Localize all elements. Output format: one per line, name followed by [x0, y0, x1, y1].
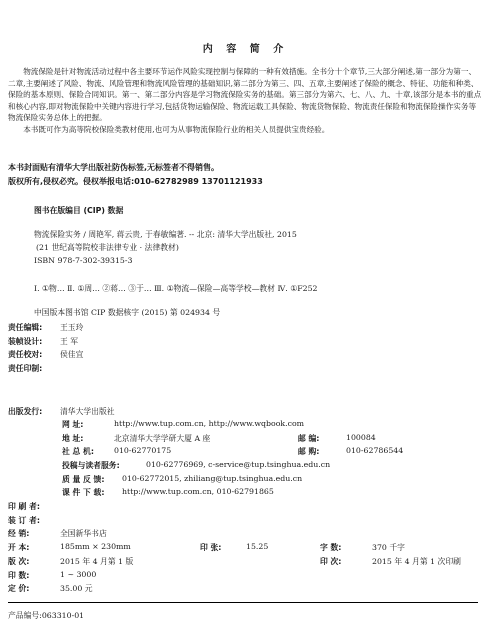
word-count-value: 370 千字 — [372, 543, 405, 552]
postcode-value: 100084 — [346, 433, 376, 442]
address-label: 地 址: — [62, 434, 84, 443]
summary — [8, 66, 482, 136]
impression-value: 2015 年 4 月第 1 次印刷 — [372, 557, 461, 566]
reader-service-value: 010-62776969, c-service@tup.tsinghua.edu.cn — [146, 460, 331, 469]
cip-isbn: ISBN 978-7-302-39315-3 — [34, 256, 133, 265]
print-run-value: 1 ~ 3000 — [60, 570, 97, 579]
address-value: 北京清华大学学研大厦 A 座 — [114, 434, 211, 443]
product-number: 产品编号:063310-01 — [8, 611, 85, 620]
quality-feedback-label: 质 量 反 馈: — [62, 475, 105, 484]
website-label: 网 址: — [62, 420, 84, 429]
impression-label: 印 次: — [320, 557, 342, 566]
format-label: 开 本: — [8, 543, 30, 552]
divider — [8, 602, 478, 603]
edition-value: 2015 年 4 月第 1 版 — [60, 557, 134, 566]
edition-label: 版 次: — [8, 557, 30, 566]
cip-classification: Ⅰ. ①物… Ⅱ. ①周… ②蒋… ③于… Ⅲ. ①物流—保险—高等学校—教材 Ⅳ. ①F252 — [34, 284, 318, 293]
publisher-name: 清华大学出版社 — [60, 407, 115, 416]
courseware-download-label: 课 件 下 载: — [62, 488, 105, 497]
cip-record: 物流保险实务 / 周艳军, 蒋云贵, 于春敏编著. -- 北京: 清华大学出版社, 2015 — [34, 230, 297, 239]
printing-supervisor-label: 责任印制: — [8, 364, 43, 373]
editor-label: 责任编辑: — [8, 323, 43, 332]
postcode-label: 邮 编: — [298, 434, 320, 443]
anti-counterfeit-notice: 本书封面贴有清华大学出版社防伪标签,无标签者不得销售。 — [8, 163, 220, 172]
copyright-notice: 版权所有,侵权必究。侵权举报电话:010-62782989 13701121933 — [8, 177, 263, 186]
proofreader-label: 责任校对: — [8, 350, 43, 359]
price-label: 定 价: — [8, 584, 30, 593]
binder-label: 装 订 者: — [8, 516, 40, 525]
proofreader-value: 侯佳宜 — [60, 350, 84, 359]
printer-label: 印 刷 者: — [8, 502, 40, 511]
mail-order-value: 010-62786544 — [346, 446, 404, 455]
format-value: 185mm × 230mm — [60, 542, 131, 551]
mail-order-label: 邮 购: — [298, 447, 320, 456]
cip-series: (21 世纪高等院校非法律专业 · 法律教材) — [36, 243, 179, 252]
switchboard-value: 010-62770175 — [114, 446, 172, 455]
designer-label: 装帧设计: — [8, 337, 43, 346]
quality-feedback-value: 010-62772015, zhiliang@tup.tsinghua.edu.cn — [122, 474, 303, 483]
sheets-value: 15.25 — [246, 542, 269, 551]
sheets-label: 印 张: — [200, 543, 222, 552]
website-value: http://www.tup.com.cn, http://www.wqbook.com — [114, 419, 305, 428]
designer-value: 王 军 — [60, 337, 79, 346]
distributor-value: 全国新华书店 — [60, 529, 107, 538]
summary-paragraph: 物流保险是针对物流活动过程中各主要环节运作风险实现控制与保障的一种有效措施。全书分十个章节,三大部分阐述,第一部分为第一、二章,主要阐述了风险、物流、风险管理和物流风险管理的基础知识,第二部分为第三、四、五章,主要阐述了保险的概念、特征、功能和种类、保险的基本原则、保险合同知识。第一、第二部分内容是学习物流保险实务的基础。第三部分为第六、七、八、九、十章,该部分是本书的重点和核心内容,即对物流保险中关键内容进行学习,包括货物运输保险、物流运载工具保险、物流货物保险、物流责任保险和物流保险操作实务等物流保险实务总体上的把握。 — [8, 67, 482, 123]
summary-paragraph: 本书既可作为高等院校保险类教材使用,也可为从事物流保险行业的相关人员提供宝贵经验。 — [23, 124, 330, 134]
print-run-label: 印 数: — [8, 571, 30, 580]
page-title: 内 容 简 介 — [202, 44, 289, 55]
editor-value: 王玉玲 — [60, 323, 84, 332]
cip-heading: 图书在版编目 (CIP) 数据 — [34, 206, 124, 215]
distributor-label: 经 销: — [8, 529, 30, 538]
courseware-download-value: http://www.tup.com.cn, 010-62791865 — [122, 487, 274, 496]
word-count-label: 字 数: — [320, 543, 342, 552]
reader-service-label: 投稿与读者服务: — [62, 461, 120, 470]
switchboard-label: 社 总 机: — [62, 447, 94, 456]
cip-number: 中国版本图书馆 CIP 数据核字 (2015) 第 024934 号 — [34, 308, 221, 317]
publisher-label: 出版发行: — [8, 407, 43, 416]
price-value: 35.00 元 — [60, 584, 93, 593]
